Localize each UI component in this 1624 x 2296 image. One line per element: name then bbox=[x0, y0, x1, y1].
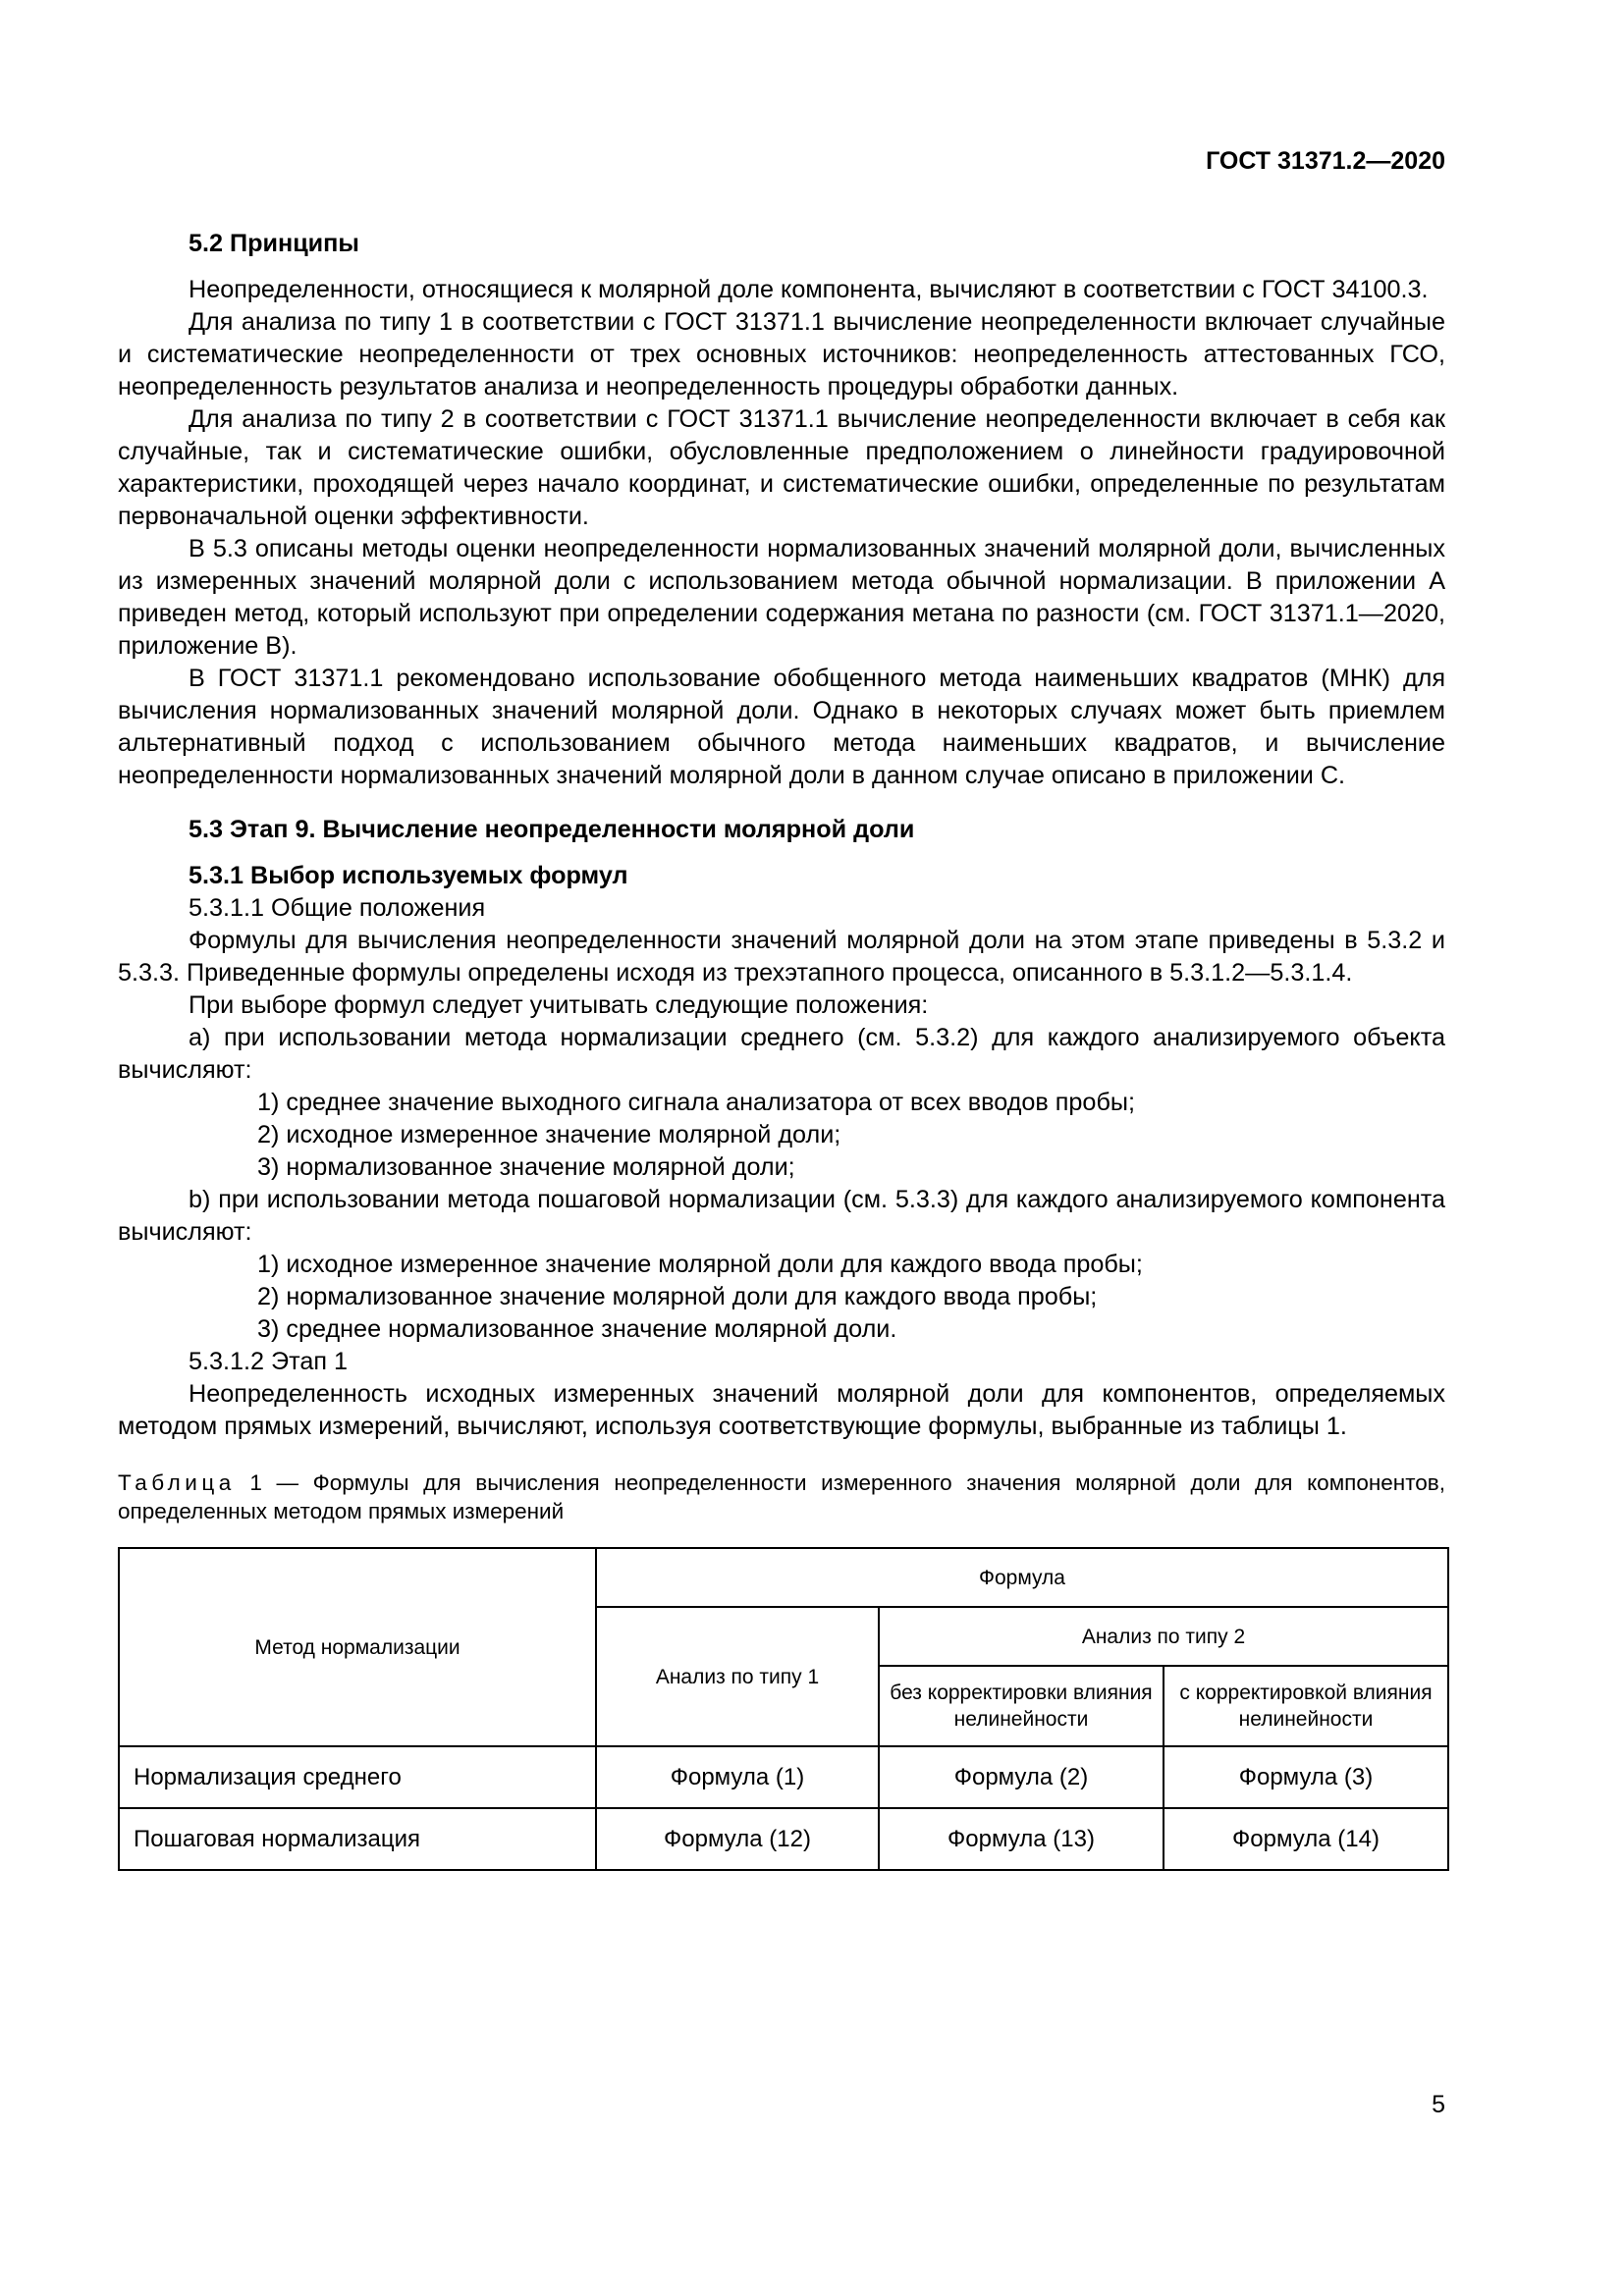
paragraph: В ГОСТ 31371.1 рекомендовано использование обобщенного метода наименьших квадратов (МНК) для вычисления нормализованных значений молярной доли. Однако в некоторых случаях может быть приемлем альтернативный подход с использованием обычного метода наименьших квадратов, и вычисление неопределенности нормализованных значений молярной доли в данном случае описано в приложении С. bbox=[118, 665, 1445, 789]
document-body bbox=[118, 228, 1445, 1871]
list-item-a: а) при использовании метода нормализации среднего (см. 5.3.2) для каждого анализируемого объекта вычисляют: bbox=[118, 1024, 1445, 1084]
paragraph: Для анализа по типу 1 в соответствии с ГОСТ 31371.1 вычисление неопределенности включает случайные и систематические неопределенности от трех основных источников: неопределенность аттестованных ГСО, неопределенность результатов анализа и неопределенность процедуры обработки данных. bbox=[118, 308, 1445, 400]
sub-list-item: 1) среднее значение выходного сигнала анализатора от всех вводов пробы; bbox=[257, 1089, 1135, 1116]
paragraph: Неопределенность исходных измеренных значений молярной доли для компонентов, определяемых методом прямых измерений, вычисляют, используя соответствующие формулы, выбранные из таблицы 1. bbox=[118, 1380, 1445, 1440]
section-5-3-title: 5.3 Этап 9. Вычисление неопределенности молярной доли bbox=[189, 816, 915, 843]
sub-list-item: 2) исходное измеренное значение молярной доли; bbox=[257, 1121, 841, 1148]
table-caption bbox=[118, 1468, 1445, 1525]
sub-list-item: 3) среднее нормализованное значение молярной доли. bbox=[257, 1315, 897, 1343]
table-caption-label: Таблица bbox=[118, 1470, 236, 1495]
section-5-2-title: 5.2 Принципы bbox=[189, 230, 359, 257]
paragraph: Для анализа по типу 2 в соответствии с ГОСТ 31371.1 вычисление неопределенности включает в себя как случайные, так и систематические ошибки, обусловленные предположением о линейности градуировочной характеристики, проходящей через начало координат, и систематические ошибки, определенные по результатам первоначальной оценки эффективности. bbox=[118, 405, 1445, 530]
section-5-3-1-title: 5.3.1 Выбор используемых формул bbox=[189, 862, 628, 889]
table-caption-text: Формулы для вычисления неопределенности измеренного значения молярной доли для компонентов, определенных методом прямых измерений bbox=[118, 1470, 1445, 1523]
document-header: ГОСТ 31371.2—2020 bbox=[1206, 147, 1445, 175]
paragraph: В 5.3 описаны методы оценки неопределенности нормализованных значений молярной доли, вычисленных из измеренных значений молярной доли с использованием метода обычной нормализации. В приложении А приведен метод, который используют при определении содержания метана по разности (см. ГОСТ 31371.1—2020, приложение В). bbox=[118, 535, 1445, 660]
section-5-3-1-1-title: 5.3.1.1 Общие положения bbox=[189, 894, 486, 922]
formula-table bbox=[118, 1547, 1449, 1871]
section-5-3-1-2-title: 5.3.1.2 Этап 1 bbox=[189, 1348, 349, 1375]
header-method: Метод нормализации bbox=[119, 1548, 596, 1746]
paragraph: При выборе формул следует учитывать следующие положения: bbox=[189, 991, 929, 1019]
paragraph: Неопределенности, относящиеся к молярной доле компонента, вычисляют в соответствии с ГОСТ 34100.3. bbox=[189, 276, 1429, 303]
table-row-label: Пошаговая нормализация bbox=[119, 1808, 596, 1870]
table-cell: Формула (13) bbox=[879, 1808, 1164, 1870]
sub-list-item: 1) исходное измеренное значение молярной доли для каждого ввода пробы; bbox=[257, 1251, 1143, 1278]
table-cell: Формула (3) bbox=[1164, 1746, 1448, 1808]
list-item-b: b) при использовании метода пошаговой нормализации (см. 5.3.3) для каждого анализируемого компонента вычисляют: bbox=[118, 1186, 1445, 1246]
table-cell: Формула (2) bbox=[879, 1746, 1164, 1808]
table-row-label: Нормализация среднего bbox=[119, 1746, 596, 1808]
table-caption-number: 1 — bbox=[235, 1470, 313, 1495]
sub-list-item: 3) нормализованное значение молярной доли; bbox=[257, 1153, 795, 1181]
header-type1: Анализ по типу 1 bbox=[596, 1607, 879, 1746]
table-cell: Формула (1) bbox=[596, 1746, 879, 1808]
sub-list-item: 2) нормализованное значение молярной доли для каждого ввода пробы; bbox=[257, 1283, 1098, 1310]
header-with-correction: с корректировкой влияния нелинейности bbox=[1164, 1666, 1448, 1746]
page-number: 5 bbox=[1432, 2091, 1445, 2118]
table-cell: Формула (14) bbox=[1164, 1808, 1448, 1870]
paragraph: Формулы для вычисления неопределенности значений молярной доли на этом этапе приведены в 5.3.2 и 5.3.3. Приведенные формулы определены исходя из трехэтапного процесса, описанного в 5.3.1.2—5.3.1.4. bbox=[118, 927, 1445, 987]
header-formula: Формула bbox=[596, 1548, 1448, 1607]
header-type2: Анализ по типу 2 bbox=[879, 1607, 1448, 1666]
header-no-correction: без корректировки влияния нелинейности bbox=[879, 1666, 1164, 1746]
table-cell: Формула (12) bbox=[596, 1808, 879, 1870]
